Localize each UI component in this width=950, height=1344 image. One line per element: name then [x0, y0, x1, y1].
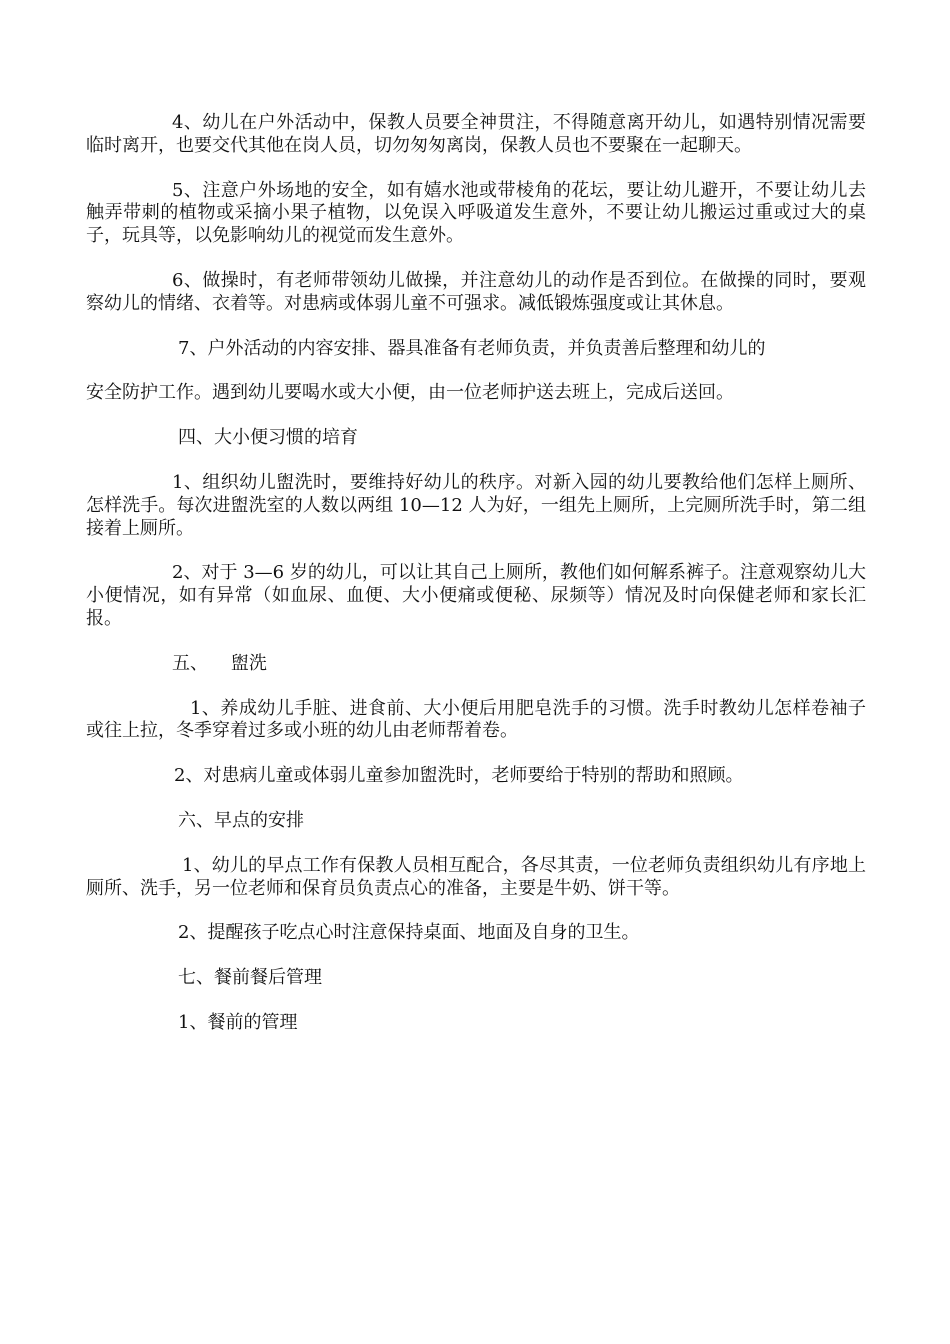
paragraph-7-part2: 安全防护工作。遇到幼儿要喝水或大小便，由一位老师护送去班上，完成后送回。 [86, 382, 734, 404]
document-body [86, 112, 866, 1057]
section-4-item-1: 1、组织幼儿盥洗时，要维持好幼儿的秩序。对新入园的幼儿要教给他们怎样上厕所、怎样洗手。每次进盥洗室的人数以两组 10—12 人为好，一组先上厕所，上完厕所洗手时，第二组接着上厕所。 [86, 471, 866, 539]
section-5-item-2: 2、对患病儿童或体弱儿童参加盥洗时，老师要给于特别的帮助和照顾。 [174, 765, 744, 787]
section-6-item-2: 2、提醒孩子吃点心时注意保持桌面、地面及自身的卫生。 [178, 922, 640, 944]
section-heading-6: 六、早点的安排 [178, 809, 304, 831]
section-7-item-1: 1、餐前的管理 [178, 1011, 298, 1033]
section-heading-4: 四、大小便习惯的培育 [178, 427, 358, 449]
section-5-item-1: 1、养成幼儿手脏、进食前、大小便后用肥皂洗手的习惯。洗手时教幼儿怎样卷袖子或往上拉，冬季穿着过多或小班的幼儿由老师帮着卷。 [86, 697, 866, 742]
section-heading-5: 五、 盥洗 [172, 652, 267, 674]
section-6-item-1: 1、幼儿的早点工作有保教人员相互配合，各尽其责，一位老师负责组织幼儿有序地上厕所、洗手，另一位老师和保育员负责点心的准备，主要是牛奶、饼干等。 [86, 854, 866, 899]
section-4-item-2: 2、对于 3—6 岁的幼儿，可以让其自己上厕所，教他们如何解系裤子。注意观察幼儿大小便情况，如有异常（如血尿、血便、大小便痛或便秘、尿频等）情况及时向保健老师和家长汇报。 [86, 562, 866, 629]
paragraph-7-part1: 7、户外活动的内容安排、器具准备有老师负责，并负责善后整理和幼儿的 [178, 337, 766, 359]
paragraph-6: 6、做操时，有老师带领幼儿做操，并注意幼儿的动作是否到位。在做操的同时，要观察幼儿的情绪、衣着等。对患病或体弱儿童不可强求。减低锻炼强度或让其休息。 [86, 269, 866, 314]
paragraph-5: 5、注意户外场地的安全，如有嬉水池或带棱角的花坛，要让幼儿避开，不要让幼儿去触弄带刺的植物或采摘小果子植物，以免误入呼吸道发生意外，不要让幼儿搬运过重或过大的桌子，玩具等，以免影响幼儿的视觉而发生意外。 [86, 179, 866, 247]
section-heading-7: 七、餐前餐后管理 [178, 967, 322, 989]
paragraph-4: 4、幼儿在户外活动中，保教人员要全神贯注，不得随意离开幼儿，如遇特别情况需要临时离开，也要交代其他在岗人员，切勿匆匆离岗，保教人员也不要聚在一起聊天。 [86, 112, 866, 156]
